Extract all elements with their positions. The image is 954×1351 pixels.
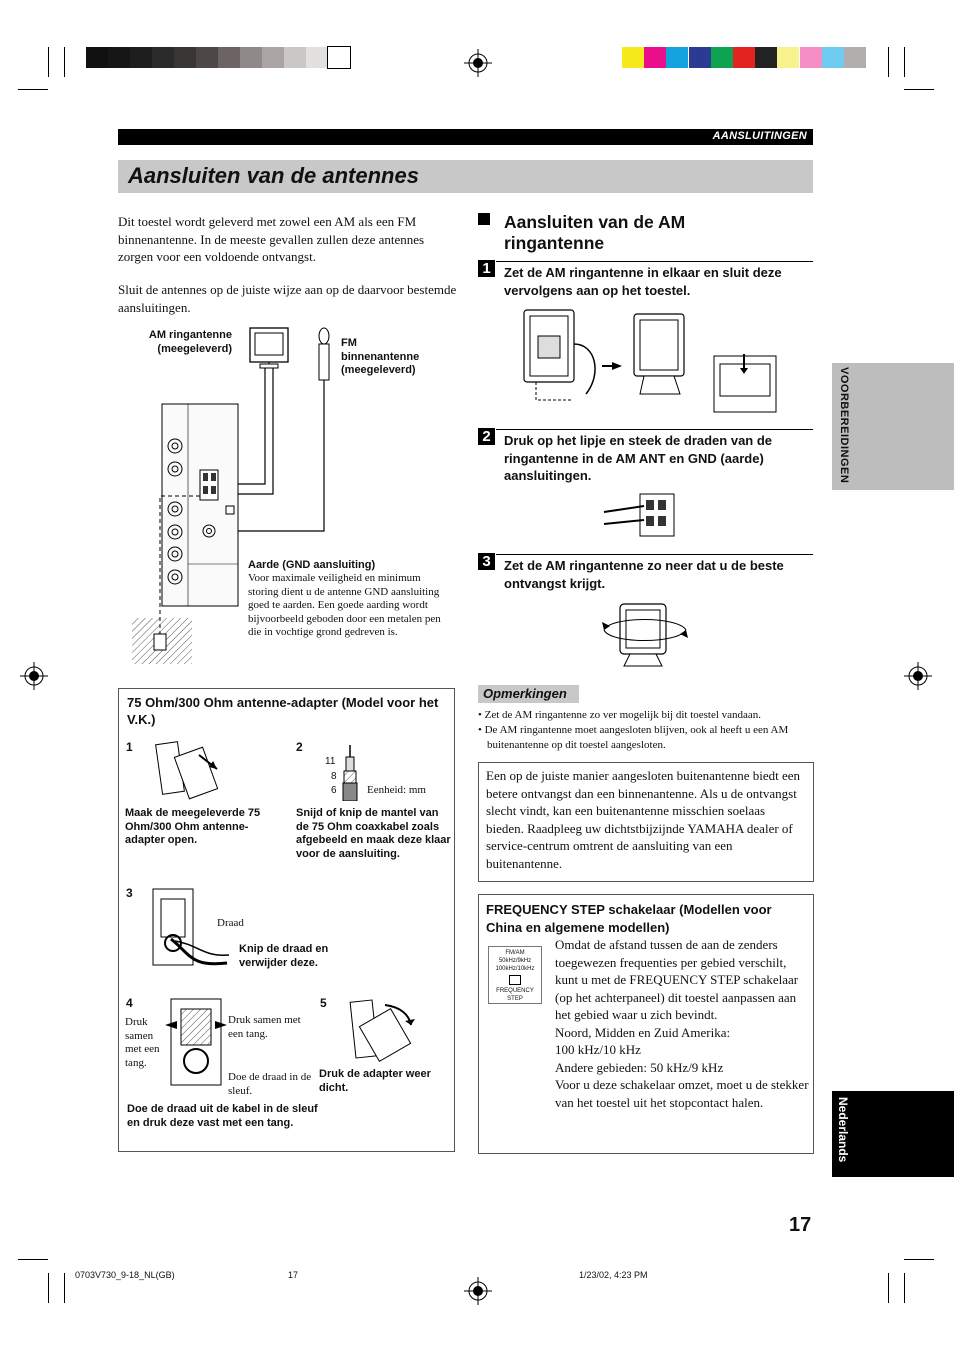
coax-unit: Eenheid: mm: [367, 784, 426, 796]
intro-paragraph: Sluit de antennes op de juiste wijze aan op de daarvoor bestemde aansluitingen.: [118, 282, 457, 315]
press-wire-drawing: [165, 995, 229, 1087]
crop-mark: [888, 1273, 889, 1303]
adapter-step-text: Maak de meegeleverde 75 Ohm/300 Ohm antenne-adapter open.: [125, 807, 261, 846]
step-text: Zet de AM ringantenne zo neer dat u de beste ontvangst krijgt.: [504, 558, 784, 591]
step-rule: [496, 261, 813, 262]
list-item: • De AM ringantenne moet aangesloten blijven, ook al heeft u een AM buitenantenne op dit toestel aangesloten.: [478, 724, 789, 751]
crop-mark: [18, 89, 48, 90]
list-item: • Zet de AM ringantenne zo ver mogelijk bij dit toestel vandaan.: [478, 709, 762, 721]
adapter-step-number: 4: [126, 996, 133, 1010]
crop-mark: [904, 1259, 934, 1260]
registration-mark-icon: [464, 1277, 492, 1305]
adapter-step-number: 1: [126, 740, 133, 754]
step-number-badge: 3: [478, 553, 495, 570]
color-swatch: [86, 47, 108, 68]
footer-date: 1/23/02, 4:23 PM: [579, 1270, 648, 1280]
adapter-box-title: 75 Ohm/300 Ohm antenne-adapter (Model voor het V.K.): [127, 695, 439, 727]
crop-mark: [48, 1273, 49, 1303]
registration-mark-icon: [904, 662, 932, 690]
intro-paragraph: Dit toestel wordt geleverd met zowel een AM als een FM binnenantenne. In de meeste gevallen zullen deze antennes zorgen voor een voldoende ontvangst.: [118, 214, 425, 264]
press-instruction: Druk samen met een tang.: [125, 1016, 160, 1069]
color-swatch: [284, 47, 306, 68]
am-loop-assembly-drawing: [516, 304, 782, 414]
color-swatch: [689, 47, 711, 68]
side-tab-label: VOORBEREIDINGEN: [838, 367, 850, 484]
coax-dimension: 8: [331, 771, 337, 782]
frequency-step-title: FREQUENCY STEP schakelaar (Modellen voor China en algemene modellen): [486, 902, 772, 935]
color-swatch: [733, 47, 755, 68]
color-swatch: [844, 47, 866, 68]
section-header-label: AANSLUITINGEN: [712, 130, 807, 142]
step-text: Zet de AM ringantenne in elkaar en sluit deze vervolgens aan op het toestel.: [504, 265, 782, 298]
step-rule: [496, 554, 813, 555]
color-swatch: [666, 47, 688, 68]
side-tab-section: [832, 363, 954, 490]
am-terminal-drawing: [600, 490, 680, 540]
adapter-step-number: 5: [320, 996, 327, 1010]
step-number-badge: 2: [478, 428, 495, 445]
page-title: Aansluiten van de antennes: [128, 163, 419, 188]
color-swatch: [306, 47, 328, 68]
notes-title-bar: [478, 685, 579, 703]
color-swatch: [800, 47, 822, 68]
ground-label: Aarde (GND aansluiting): [248, 559, 376, 571]
wire-label: Draad: [217, 917, 244, 929]
color-swatch: [152, 47, 174, 68]
color-swatch: [218, 47, 240, 68]
adapter-step-text: Knip de draad en verwijder deze.: [239, 943, 329, 969]
crop-mark: [48, 47, 49, 77]
notes-title: Opmerkingen: [483, 686, 567, 701]
crop-mark: [64, 1273, 65, 1303]
press-instruction: Druk samen met een tang.: [228, 1014, 301, 1040]
am-section-heading: Aansluiten van de AM ringantenne: [504, 212, 686, 253]
crop-mark: [18, 1259, 48, 1260]
outdoor-antenna-box: [478, 762, 814, 882]
color-swatch: [622, 47, 644, 68]
step-text: Druk op het lipje en steek de draden van de ringantenne in de AM ANT en GND (aarde) aansluitingen.: [504, 433, 773, 483]
adapter-step-number: 2: [296, 740, 303, 754]
registration-mark-icon: [20, 662, 48, 690]
color-swatch: [777, 47, 799, 68]
color-swatch: [644, 47, 666, 68]
color-swatch: [755, 47, 777, 68]
crop-mark: [64, 47, 65, 77]
section-bullet-icon: [478, 213, 490, 225]
ground-description: Voor maximale veiligheid en minimum storing dient u de antenne GND aansluiting goed te aarden. Een goede aarding wordt bijvoorbeeld geboden door een metalen pen die in vochtige grond gedreven is.: [248, 572, 441, 639]
page-title-bar: [118, 160, 813, 193]
color-swatch: [328, 47, 350, 68]
color-swatch: [108, 47, 130, 68]
registration-mark-icon: [464, 49, 492, 77]
am-antenna-label: AM ringantenne (meegeleverd): [148, 329, 232, 355]
coax-dimension: 11: [325, 756, 336, 767]
close-adapter-drawing: [339, 995, 419, 1067]
side-tab-label: Nederlands: [836, 1097, 850, 1163]
color-swatch: [262, 47, 284, 68]
color-swatch: [196, 47, 218, 68]
color-swatch: [240, 47, 262, 68]
side-tab-language: [832, 1091, 954, 1177]
am-loop-rotate-drawing: [600, 596, 690, 672]
fm-antenna-label: FM binnenantenne (meegeleverd): [341, 337, 420, 376]
crop-mark: [904, 89, 934, 90]
adapter-instructions-box: [118, 688, 455, 1152]
adapter-step-text: Snijd of knip de mantel van de 75 Ohm coaxkabel zoals afgebeeld en maak deze klaar voor de aansluiting.: [296, 807, 451, 860]
outdoor-antenna-text: Een op de juiste manier aangesloten buitenantenne biedt een betere ontvangst dan een binnenantenne. Als u de ontvangst slecht vindt, kan een buitenantenne misschien soelaas bieden. Raadpleeg uw dichtstbijzijnde YAMAHA dealer of service-centrum omtrent de aansluiting van een buitenantenne.: [486, 768, 801, 871]
adapter-step-text: Druk de adapter weer dicht.: [319, 1068, 431, 1094]
crop-mark: [888, 47, 889, 77]
section-header-bar: [118, 129, 813, 145]
crop-mark: [904, 1273, 905, 1303]
adapter-open-drawing: [147, 737, 227, 803]
color-swatch: [174, 47, 196, 68]
page-number: 17: [789, 1214, 812, 1236]
crop-mark: [904, 47, 905, 77]
frequency-step-text: Omdat de afstand tussen de aan de zenders toegewezen frequenties per gebied verschilt, kunt u met de FREQUENCY STEP schakelaar (op het achterpaneel) dit toestel aanpassen aan het gebied waar u zich bevindt. Noord, Midden en Zuid Amerika: 100 kHz/10 kHz Andere gebieden: 50 kHz/9 kHz Voor u deze schakelaar omzet, moet u de stekker van het toestel uit het stopcontact halen.: [555, 937, 809, 1110]
color-swatch: [130, 47, 152, 68]
switch-icon: [509, 975, 521, 985]
notes-list: [478, 708, 812, 753]
slot-instruction: Doe de draad in de sleuf.: [228, 1071, 312, 1097]
coax-dimension: 6: [331, 785, 337, 796]
adapter-step-text: Doe de draad uit de kabel in de sleuf en druk deze vast met een tang.: [127, 1103, 318, 1129]
color-swatch: [711, 47, 733, 68]
color-swatch: [822, 47, 844, 68]
step-number-badge: 1: [478, 260, 495, 277]
step-rule: [496, 429, 813, 430]
adapter-step-number: 3: [126, 886, 133, 900]
footer-page: 17: [288, 1270, 299, 1280]
footer-file: 0703V730_9-18_NL(GB): [75, 1270, 175, 1280]
frequency-step-box: [478, 894, 814, 1154]
frequency-switch-drawing: FM/AM 50kHz/9kHz 100kHz/10kHz FREQUENCY STEP: [488, 946, 542, 1004]
